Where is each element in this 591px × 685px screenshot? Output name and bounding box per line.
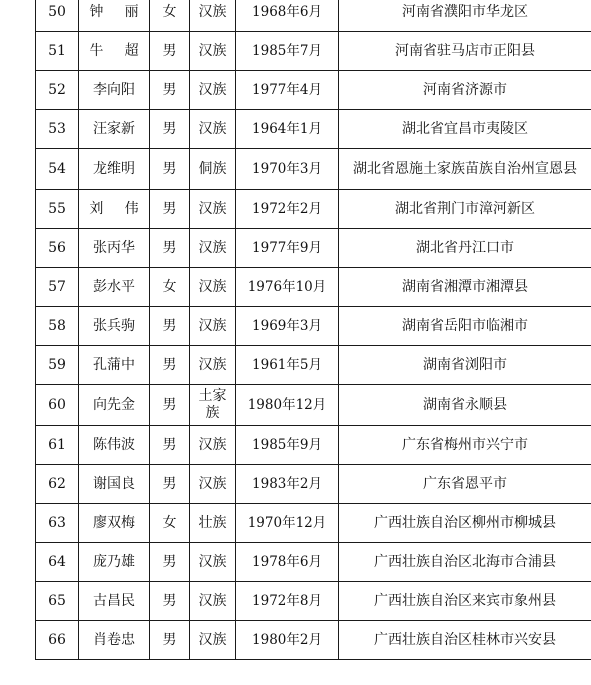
row-number: 54	[36, 149, 79, 190]
table-row	[36, 149, 591, 190]
row-number: 63	[36, 504, 79, 543]
person-sex: 男	[150, 32, 190, 71]
person-birth: 1970年12月	[236, 504, 339, 543]
person-name: 孔蒲中	[79, 346, 150, 385]
person-birth: 1961年5月	[236, 346, 339, 385]
person-name: 龙维明	[79, 149, 150, 190]
person-ethnicity: 汉族	[190, 229, 236, 268]
person-ethnicity: 汉族	[190, 465, 236, 504]
person-sex: 男	[150, 346, 190, 385]
person-name: 廖双梅	[79, 504, 150, 543]
person-name: 李向阳	[79, 71, 150, 110]
person-ethnicity: 汉族	[190, 621, 236, 660]
person-birth: 1968年6月	[236, 0, 339, 32]
person-name: 古昌民	[79, 582, 150, 621]
person-place: 湖南省永顺县	[339, 385, 591, 426]
table-row	[36, 504, 591, 543]
table-row	[36, 543, 591, 582]
table-row	[36, 582, 591, 621]
row-number: 64	[36, 543, 79, 582]
person-place: 河南省濮阳市华龙区	[339, 0, 591, 32]
person-place: 广西壮族自治区来宾市象州县	[339, 582, 591, 621]
person-sex: 男	[150, 149, 190, 190]
person-sex: 男	[150, 582, 190, 621]
row-number: 53	[36, 110, 79, 149]
person-birth: 1978年6月	[236, 543, 339, 582]
person-name: 张丙华	[79, 229, 150, 268]
person-name: 牛 超	[79, 32, 150, 71]
person-name: 彭水平	[79, 268, 150, 307]
person-place: 湖北省恩施土家族苗族自治州宣恩县	[339, 149, 591, 190]
person-sex: 男	[150, 385, 190, 426]
person-ethnicity: 汉族	[190, 268, 236, 307]
row-number: 65	[36, 582, 79, 621]
person-name: 刘 伟	[79, 190, 150, 229]
person-sex: 女	[150, 268, 190, 307]
person-name: 肖卷忠	[79, 621, 150, 660]
person-ethnicity: 汉族	[190, 543, 236, 582]
person-sex: 男	[150, 621, 190, 660]
person-sex: 女	[150, 504, 190, 543]
person-ethnicity: 汉族	[190, 0, 236, 32]
person-name: 陈伟波	[79, 426, 150, 465]
person-place: 广西壮族自治区柳州市柳城县	[339, 504, 591, 543]
person-birth: 1972年8月	[236, 582, 339, 621]
table-row	[36, 307, 591, 346]
person-birth: 1980年2月	[236, 621, 339, 660]
table-row	[36, 426, 591, 465]
row-number: 66	[36, 621, 79, 660]
person-ethnicity: 汉族	[190, 190, 236, 229]
person-birth: 1969年3月	[236, 307, 339, 346]
person-place: 湖南省浏阳市	[339, 346, 591, 385]
row-number: 61	[36, 426, 79, 465]
person-sex: 男	[150, 71, 190, 110]
person-birth: 1970年3月	[236, 149, 339, 190]
row-number: 50	[36, 0, 79, 32]
row-number: 55	[36, 190, 79, 229]
row-number: 58	[36, 307, 79, 346]
person-sex: 女	[150, 0, 190, 32]
person-place: 广西壮族自治区桂林市兴安县	[339, 621, 591, 660]
person-ethnicity: 汉族	[190, 426, 236, 465]
person-birth: 1983年2月	[236, 465, 339, 504]
person-place: 湖北省丹江口市	[339, 229, 591, 268]
person-name: 张兵驹	[79, 307, 150, 346]
person-place: 湖北省宜昌市夷陵区	[339, 110, 591, 149]
person-place: 广西壮族自治区北海市合浦县	[339, 543, 591, 582]
person-sex: 男	[150, 543, 190, 582]
table-row	[36, 465, 591, 504]
table-row	[36, 229, 591, 268]
table-row	[36, 32, 591, 71]
person-ethnicity: 汉族	[190, 32, 236, 71]
row-number: 62	[36, 465, 79, 504]
person-name: 汪家新	[79, 110, 150, 149]
table-row	[36, 621, 591, 660]
person-birth: 1977年4月	[236, 71, 339, 110]
person-ethnicity: 侗族	[190, 149, 236, 190]
person-place: 湖南省岳阳市临湘市	[339, 307, 591, 346]
person-ethnicity: 汉族	[190, 346, 236, 385]
person-place: 广东省梅州市兴宁市	[339, 426, 591, 465]
person-name: 庞乃雄	[79, 543, 150, 582]
row-number: 59	[36, 346, 79, 385]
table-row	[36, 71, 591, 110]
person-ethnicity: 汉族	[190, 582, 236, 621]
person-name: 钟 丽	[79, 0, 150, 32]
table-row	[36, 0, 591, 32]
person-sex: 男	[150, 426, 190, 465]
person-sex: 男	[150, 190, 190, 229]
row-number: 60	[36, 385, 79, 426]
person-birth: 1980年12月	[236, 385, 339, 426]
person-ethnicity: 汉族	[190, 71, 236, 110]
person-birth: 1964年1月	[236, 110, 339, 149]
person-ethnicity: 土家族	[190, 385, 236, 426]
personnel-table	[35, 0, 591, 660]
table-body	[36, 0, 591, 660]
person-place: 河南省驻马店市正阳县	[339, 32, 591, 71]
person-birth: 1972年2月	[236, 190, 339, 229]
person-name: 谢国良	[79, 465, 150, 504]
person-birth: 1985年9月	[236, 426, 339, 465]
person-place: 广东省恩平市	[339, 465, 591, 504]
person-place: 河南省济源市	[339, 71, 591, 110]
person-birth: 1985年7月	[236, 32, 339, 71]
table-row	[36, 268, 591, 307]
row-number: 52	[36, 71, 79, 110]
table-row	[36, 346, 591, 385]
person-sex: 男	[150, 307, 190, 346]
person-ethnicity: 汉族	[190, 110, 236, 149]
table-row	[36, 110, 591, 149]
person-name: 向先金	[79, 385, 150, 426]
table-row	[36, 385, 591, 426]
person-place: 湖南省湘潭市湘潭县	[339, 268, 591, 307]
row-number: 56	[36, 229, 79, 268]
person-sex: 男	[150, 110, 190, 149]
row-number: 57	[36, 268, 79, 307]
person-birth: 1977年9月	[236, 229, 339, 268]
person-sex: 男	[150, 465, 190, 504]
person-ethnicity: 汉族	[190, 307, 236, 346]
person-sex: 男	[150, 229, 190, 268]
person-birth: 1976年10月	[236, 268, 339, 307]
person-ethnicity: 壮族	[190, 504, 236, 543]
table-row	[36, 190, 591, 229]
person-place: 湖北省荆门市漳河新区	[339, 190, 591, 229]
row-number: 51	[36, 32, 79, 71]
